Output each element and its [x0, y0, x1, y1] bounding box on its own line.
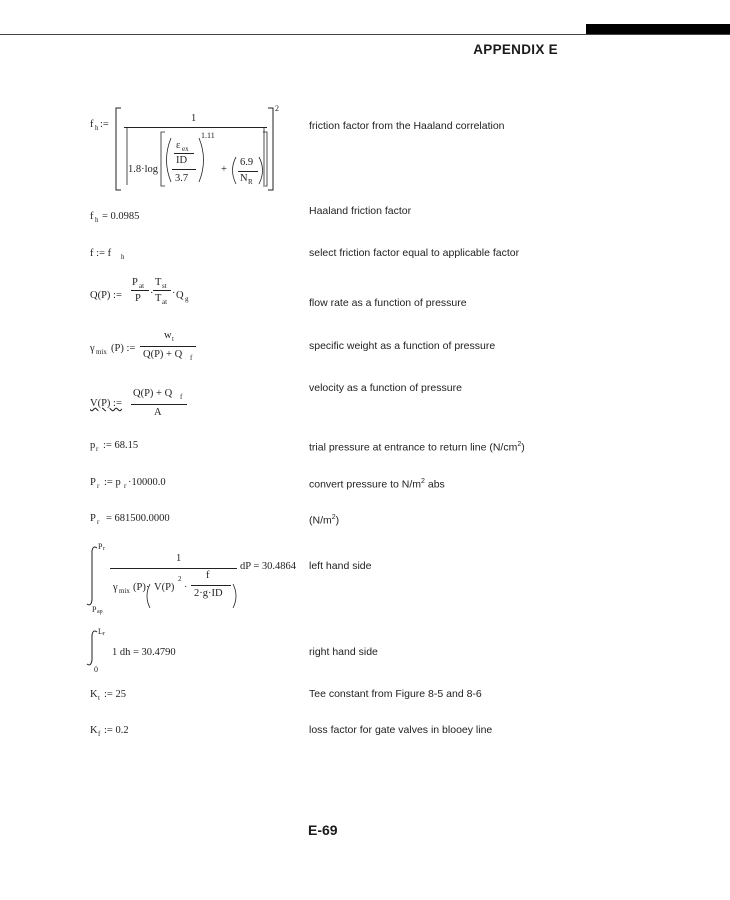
desc-trial-pressure: trial pressure at entrance to return line $(N/cm^2)$ — [309, 441, 525, 454]
desc-specific-weight: specific weight as a function of pressure — [309, 340, 496, 352]
desc-velocity: velocity as a function of pressure — [309, 382, 462, 394]
desc-gate-valve-loss: loss factor for gate valves in blooey line — [309, 724, 493, 736]
desc-tee-constant: Tee constant from Figure 8-5 and 8-6 — [309, 688, 482, 700]
appendix-title: APPENDIX E — [473, 42, 558, 57]
desc-haaland-factor: Haaland friction factor — [309, 205, 412, 217]
desc-flow-rate: flow rate as a function of pressure — [309, 297, 467, 309]
desc-select-friction: select friction factor equal to applicable factor — [309, 247, 520, 259]
desc-units: $(N/m^2)$ — [309, 514, 340, 527]
desc-convert-pressure: convert pressure to $N/m^2$ abs — [309, 478, 445, 491]
page-number: E-69 — [308, 822, 338, 838]
desc-right-hand-side: right hand side — [309, 646, 378, 658]
desc-left-hand-side: left hand side — [309, 560, 372, 572]
desc-haaland-correlation: friction factor from the Haaland correlation — [309, 120, 505, 132]
